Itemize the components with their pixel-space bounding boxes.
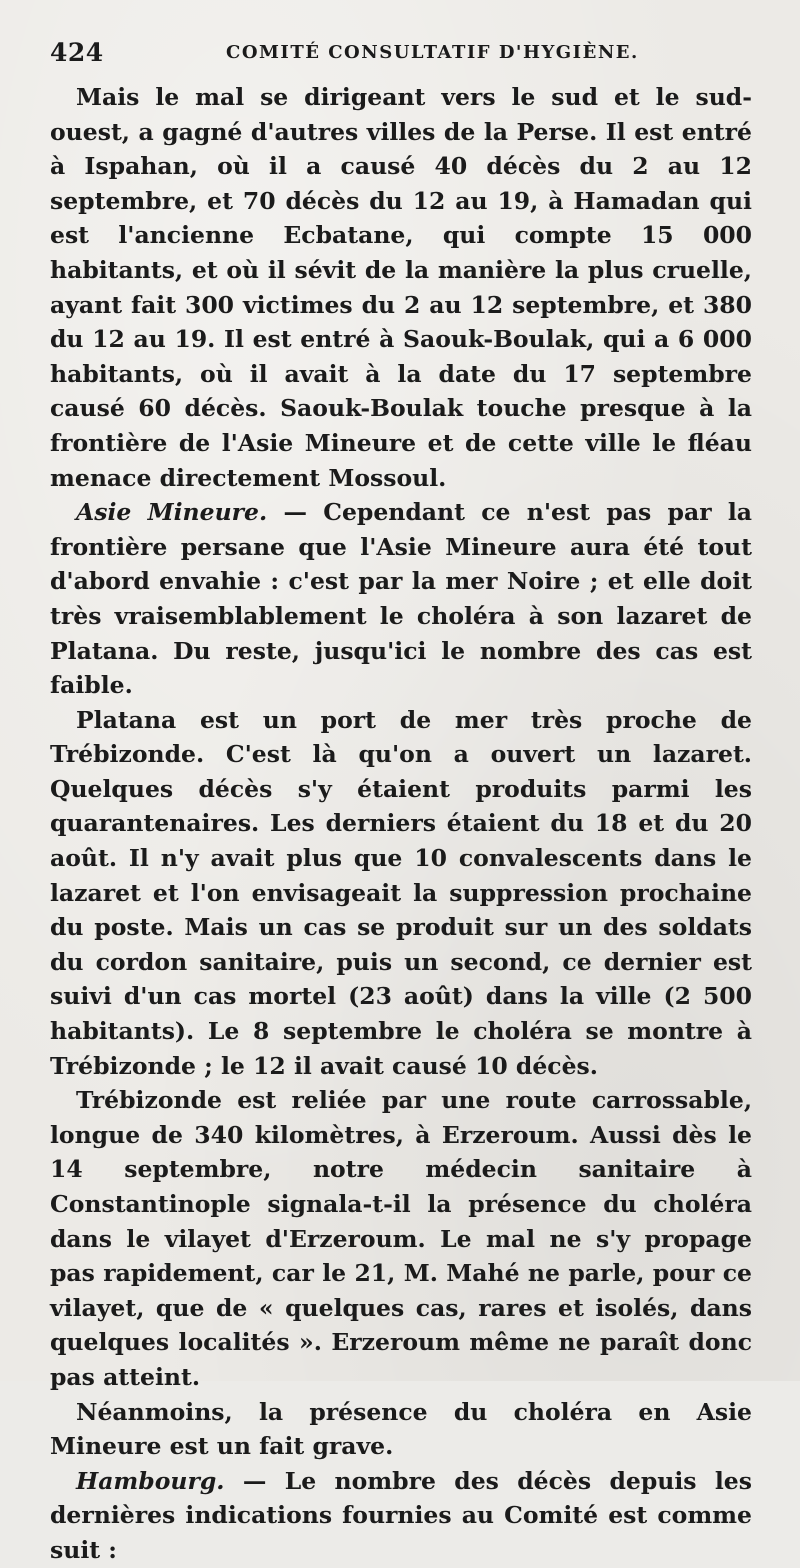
paragraph-persia [50,80,752,495]
paragraph-text: — Cependant ce n'est pas par la frontière persane que l'Asie Mineure aura été tout d'abord envahie : c'est par la mer Noire ; et elle doit très vraisemblablement le choléra à son lazaret de Platana. Du reste, jusqu'ici le nombre des cas est faible. [50,498,752,700]
running-head: COMITÉ CONSULTATIF D'HYGIÈNE. [226,42,639,63]
page-header [50,38,750,66]
paragraph-asie-mineure [50,495,752,703]
paragraph-trebizonde [50,1083,752,1394]
body-text [50,80,752,1568]
paragraph-text: Néanmoins, la présence du choléra en Asie Mineure est un fait grave. [50,1397,752,1461]
paragraph-text: Trébizonde est reliée par une route carrossable, longue de 340 kilomètres, à Erzeroum. Aussi dès le 14 septembre, notre médecin sanitaire à Constantinople signala-t-il la présence du choléra dans le vilayet d'Erzeroum. Le mal ne s'y propage pas rapidement, car le 21, M. Mahé ne parle, pour ce vilayet, que de « quelques cas, rares et isolés, dans quelques localités ». Erzeroum même ne paraît donc pas atteint. [50,1086,752,1391]
paragraph-hambourg [50,1464,752,1568]
paragraph-text: Mais le mal se dirigeant vers le sud et le sud-ouest, a gagné d'autres villes de la Perse. Il est entré à Ispahan, où il a causé 40 décès du 2 au 12 septembre, et 70 décès du 12 au 19, à Hamadan qui est l'ancienne Ecbatane, qui compte 15 000 habitants, et où il sévit de la manière la plus cruelle, ayant fait 300 victimes du 2 au 12 septembre, et 380 du 12 au 19. Il est entré à Saouk-Boulak, qui a 6 000 habitants, où il avait à la date du 17 septembre causé 60 décès. Saouk-Boulak touche presque à la frontière de l'Asie Mineure et de cette ville le fléau menace directement Mossoul. [50,83,752,492]
section-lead-asie-mineure: Asie Mineure. [76,498,268,527]
paragraph-text: Platana est un port de mer très proche de Trébizonde. C'est là qu'on a ouvert un lazaret. Quelques décès s'y étaient produits parmi les quarantenaires. Les derniers étaient du 18 et du 20 août. Il n'y avait plus que 10 convalescents dans le lazaret et l'on envisageait la suppression prochaine du poste. Mais un cas se produit sur un des soldats du cordon sanitaire, puis un second, ce dernier est suivi d'un cas mortel (23 août) dans la ville (2 500 habitants). Le 8 septembre le choléra se montre à Trébizonde ; le 12 il avait causé 10 décès. [50,705,752,1080]
paragraph-neanmoins [50,1395,752,1464]
paragraph-platana [50,703,752,1084]
section-lead-hambourg: Hambourg. [76,1466,225,1495]
paragraph-text: — Le nombre des décès depuis les dernières indications fournies au Comité est comme suit : [50,1466,752,1564]
page-number: 424 [50,38,104,67]
